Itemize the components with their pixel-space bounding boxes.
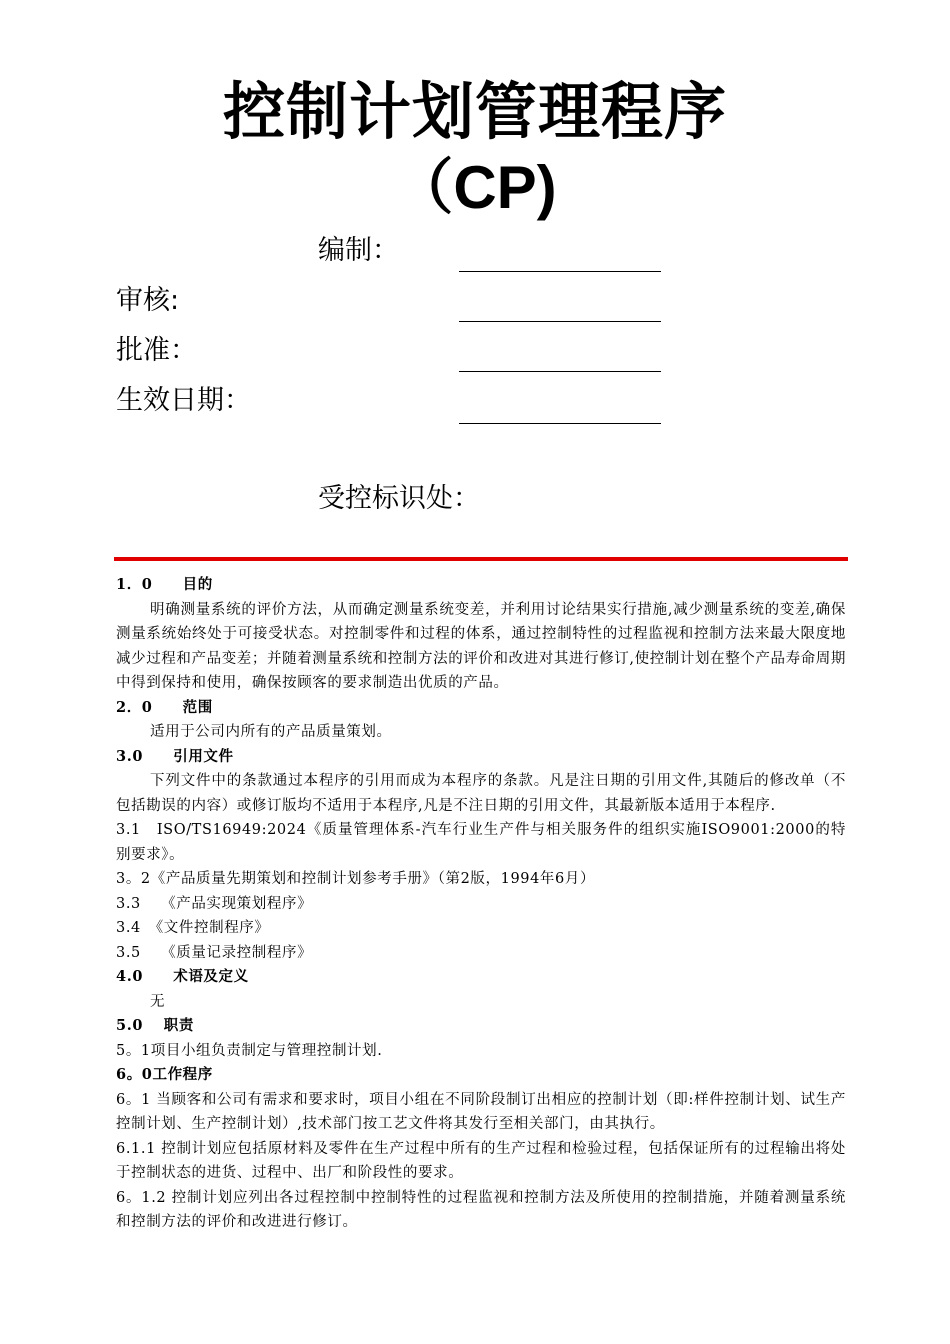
effective-date-line[interactable]	[459, 423, 661, 424]
controlled-mark-label: 受控标识处：	[318, 483, 480, 514]
section-body-purpose: 明确测量系统的评价方法，从而确定测量系统变差，并利用讨论结果实行措施,减少测量系统的变差,确保测量系统始终处于可接受状态。对控制零件和过程的体系，通过控制特性的过程监视和控制方法来最大限度地减少过程和产品变差；并随着测量系统和控制方法的评价和改进对其进行修订,使控制计划在整个产品寿命周期中得到保持和使用，确保按顾客的要求制造出优质的产品。	[116, 601, 847, 691]
procedure-item: 6.1.1 控制计划应包括原材料及零件在生产过程中所有的生产过程和检验过程，包括保证所有的过程输出将处于控制状态的进货、过程中、出厂和阶段性的要求。	[116, 1140, 846, 1181]
section-body-scope: 适用于公司内所有的产品质量策划。	[150, 724, 392, 740]
section-heading-scope: 2．0 范围	[116, 698, 213, 716]
document-body	[116, 573, 846, 1235]
approve-signature-line[interactable]	[459, 371, 661, 372]
compile-label: 编制：	[318, 235, 399, 266]
section-heading-terms: 4.0 术语及定义	[116, 968, 249, 985]
section-body-terms: 无	[150, 993, 166, 1010]
reference-item: 3。2《产品质量先期策划和控制计划参考手册》（第2版，1994年6月）	[116, 871, 596, 887]
reference-item: 3.3 《产品实现策划程序》	[116, 895, 313, 912]
reference-item: 3.4 《文件控制程序》	[116, 920, 270, 936]
effective-date-label: 生效日期：	[116, 385, 251, 416]
procedure-item: 6。1.2 控制计划应列出各过程控制中控制特性的过程监视和控制方法及所使用的控制措施，并随着测量系统和控制方法的评价和改进进行修订。	[116, 1189, 846, 1230]
section-heading-responsibility: 5.0 职责	[116, 1017, 194, 1034]
document-subtitle: （CP)	[393, 154, 557, 221]
red-divider	[114, 557, 848, 561]
reference-item: 3.1 ISO/TS16949:2024《质量管理体系-汽车行业生产件与相关服务件的组织实施ISO9001:2000的特别要求》。	[116, 822, 846, 863]
document-title: 控制计划管理程序	[222, 75, 727, 148]
section-heading-procedure: 6。0工作程序	[116, 1066, 213, 1083]
review-label: 审核:	[116, 285, 180, 316]
responsibility-item: 5。1项目小组负责制定与管理控制计划.	[116, 1042, 383, 1059]
approve-label: 批准：	[116, 335, 197, 366]
procedure-item: 6。1 当顾客和公司有需求和要求时，项目小组在不同阶段制订出相应的控制计划（即:样件控制计划、试生产控制计划、生产控制计划）,技术部门按工艺文件将其发行至相关部门，由其执行。	[116, 1091, 846, 1132]
review-signature-line[interactable]	[459, 321, 661, 322]
section-heading-references: 3.0 引用文件	[116, 747, 234, 765]
compile-signature-line[interactable]	[459, 271, 661, 272]
section-body-references: 下列文件中的条款通过本程序的引用而成为本程序的条款。凡是注日期的引用文件,其随后的修改单（不包括勘误的内容）或修订版均不适用于本程序,凡是不注日期的引用文件，其最新版本适用于本程序.	[116, 773, 846, 814]
section-heading-purpose: 1．0 目的	[116, 576, 213, 593]
reference-item: 3.5 《质量记录控制程序》	[116, 944, 313, 961]
